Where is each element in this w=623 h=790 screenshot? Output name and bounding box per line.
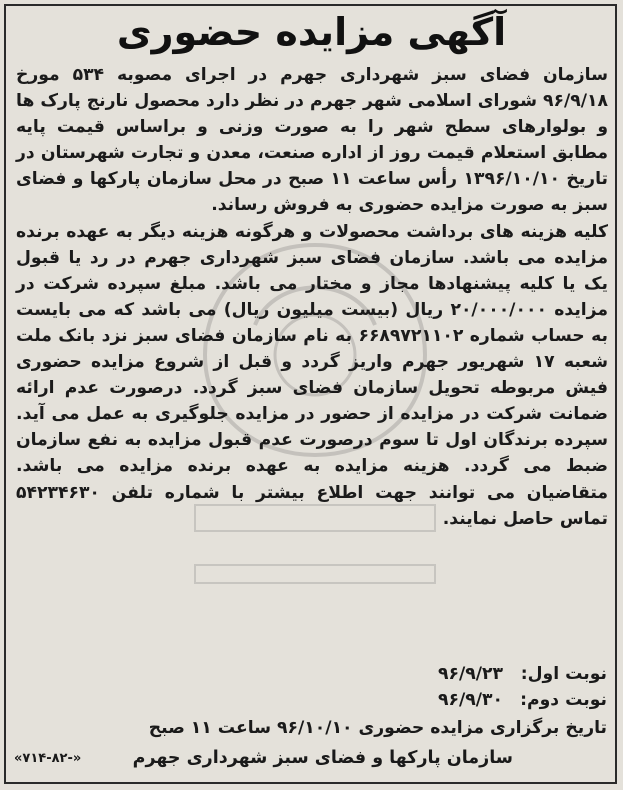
paragraph-terms: کلیه هزینه های برداشت محصولات و هرگونه هزینه دیگر به عهده برنده مزایده می باشد. سازمان فضای سبز شهرداری جهرم در رد یا قبول یک یا کلیه پیشنهادها مجاز و مختار می باشد. مبلغ سپرده شرکت در مزایده ۲۰/۰۰۰/۰۰۰ ریال (بیست میلیون ریال) می باشد که می بایست به حساب شماره ۶۶۸۹۷۲۱۱۰۲ به نام سازمان فضای سبز نزد بانک ملت شعبه ۱۷ شهریور جهرم واریز گردد و قبل از شروع مزایده حضوری فیش مربوطه تحویل سازمان فضای سبز گردد. درصورت عدم ارائه ضمانت شرکت در مزایده از حضور در مزایده جلوگیری به عمل می آید. سپرده برندگان اول تا سوم درصورت عدم قبول مزایده به نفع سازمان ضبط می گردد. هزینه مزایده به عهده برنده مزایده می باشد. متقاضیان می توانند جهت اطلاع بیشتر با شماره تلفن ۵۴۲۳۴۶۳۰ تماس حاصل نمایند. (16, 221, 609, 529)
round-second-label: نوبت دوم: (520, 690, 607, 710)
round-second-date: ۹۶/۹/۳۰ (438, 690, 504, 710)
round-first-label: نوبت اول: (520, 664, 607, 684)
ad-code: «۷۱۴-۸۲-» (14, 751, 82, 766)
paragraph-intro: سازمان فضای سبز شهرداری جهرم در اجرای مصوبه ۵۳۴ مورخ ۹۶/۹/۱۸ شورای اسلامی شهر جهرم در نظر دارد محصول نارنج پارک ها و بولوارهای سطح شهر را به صورت وزنی و براساس قیمت پایه مطابق استعلام قیمت روز از اداره صنعت، معدن و تجارت شهرستان در تاریخ ۱۳۹۶/۱۰/۱۰ رأس ساعت ۱۱ صبح در محل سازمان پارکها و فضای سبز به صورت مزایده حضوری به فروش رساند. (16, 65, 608, 216)
notice-title: آگهی مزایده حضوری (116, 10, 507, 54)
notice-body (16, 62, 608, 532)
round-first-date: ۹۶/۹/۲۳ (438, 664, 504, 684)
issuer-signature: سازمان پارکها و فضای سبز شهرداری جهرم (132, 748, 513, 768)
round-second (438, 690, 607, 710)
auction-date-line: تاریخ برگزاری مزایده حضوری ۹۶/۱۰/۱۰ ساعت ۱۱ صبح (148, 718, 607, 738)
round-first (438, 664, 607, 684)
